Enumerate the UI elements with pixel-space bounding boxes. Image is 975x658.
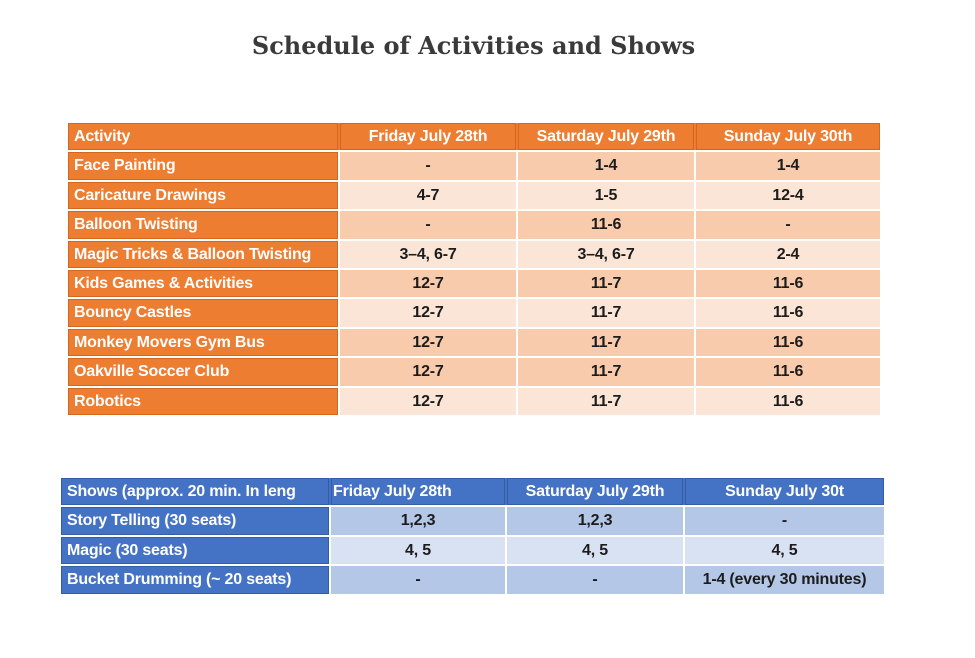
schedule-cell: 1-4	[518, 152, 694, 179]
row-label: Story Telling (30 seats)	[61, 507, 329, 534]
schedule-cell: -	[340, 152, 516, 179]
schedule-cell: 12-7	[340, 358, 516, 385]
schedule-cell: 2-4	[696, 241, 880, 268]
activities-header-activity: Activity	[68, 123, 338, 150]
activities-header-row	[68, 123, 880, 150]
schedule-cell: 11-7	[518, 299, 694, 326]
page-title: Schedule of Activities and Shows	[251, 31, 696, 60]
schedule-cell: 11-6	[696, 270, 880, 297]
row-label: Bucket Drumming (~ 20 seats)	[61, 566, 329, 593]
shows-header-friday: Friday July 28th	[331, 478, 505, 505]
schedule-cell: 12-7	[340, 299, 516, 326]
activities-table	[68, 123, 880, 417]
table-row	[68, 152, 880, 179]
row-label: Oakville Soccer Club	[68, 358, 338, 385]
schedule-cell: 11-6	[696, 388, 880, 415]
schedule-cell: 12-7	[340, 270, 516, 297]
row-label: Robotics	[68, 388, 338, 415]
table-row	[68, 270, 880, 297]
table-row	[68, 329, 880, 356]
activities-header-sunday: Sunday July 30th	[696, 123, 880, 150]
schedule-cell: 4, 5	[331, 537, 505, 564]
table-row	[68, 211, 880, 238]
table-row	[68, 358, 880, 385]
shows-table	[61, 478, 884, 596]
schedule-cell: 1-4 (every 30 minutes)	[685, 566, 884, 593]
row-label: Face Painting	[68, 152, 338, 179]
row-label: Magic (30 seats)	[61, 537, 329, 564]
schedule-cell: 11-7	[518, 388, 694, 415]
schedule-cell: -	[331, 566, 505, 593]
schedule-cell: -	[507, 566, 683, 593]
schedule-cell: 4, 5	[507, 537, 683, 564]
schedule-cell: -	[696, 211, 880, 238]
schedule-cell: 12-7	[340, 329, 516, 356]
schedule-cell: 1,2,3	[507, 507, 683, 534]
schedule-cell: -	[340, 211, 516, 238]
schedule-cell: 11-7	[518, 270, 694, 297]
schedule-cell: 11-6	[696, 329, 880, 356]
schedule-cell: 4, 5	[685, 537, 884, 564]
schedule-cell: 1,2,3	[331, 507, 505, 534]
shows-header-saturday: Saturday July 29th	[507, 478, 683, 505]
row-label: Kids Games & Activities	[68, 270, 338, 297]
schedule-cell: 11-7	[518, 358, 694, 385]
table-row	[68, 299, 880, 326]
schedule-cell: 11-7	[518, 329, 694, 356]
row-label: Caricature Drawings	[68, 182, 338, 209]
schedule-cell: -	[685, 507, 884, 534]
schedule-cell: 1-4	[696, 152, 880, 179]
row-label: Magic Tricks & Balloon Twisting	[68, 241, 338, 268]
activities-header-saturday: Saturday July 29th	[518, 123, 694, 150]
table-row	[68, 388, 880, 415]
row-label: Bouncy Castles	[68, 299, 338, 326]
row-label: Monkey Movers Gym Bus	[68, 329, 338, 356]
shows-header-shows: Shows (approx. 20 min. In leng	[61, 478, 329, 505]
schedule-cell: 11-6	[696, 299, 880, 326]
schedule-cell: 12-4	[696, 182, 880, 209]
table-row	[61, 537, 884, 564]
schedule-cell: 3–4, 6-7	[518, 241, 694, 268]
row-label: Balloon Twisting	[68, 211, 338, 238]
schedule-cell: 3–4, 6-7	[340, 241, 516, 268]
table-row	[68, 182, 880, 209]
shows-header-sunday: Sunday July 30t	[685, 478, 884, 505]
table-row	[61, 507, 884, 534]
schedule-cell: 4-7	[340, 182, 516, 209]
shows-header-row	[61, 478, 884, 505]
schedule-cell: 12-7	[340, 388, 516, 415]
table-row	[68, 241, 880, 268]
activities-header-friday: Friday July 28th	[340, 123, 516, 150]
schedule-cell: 11-6	[518, 211, 694, 238]
schedule-cell: 11-6	[696, 358, 880, 385]
table-row	[61, 566, 884, 593]
schedule-cell: 1-5	[518, 182, 694, 209]
